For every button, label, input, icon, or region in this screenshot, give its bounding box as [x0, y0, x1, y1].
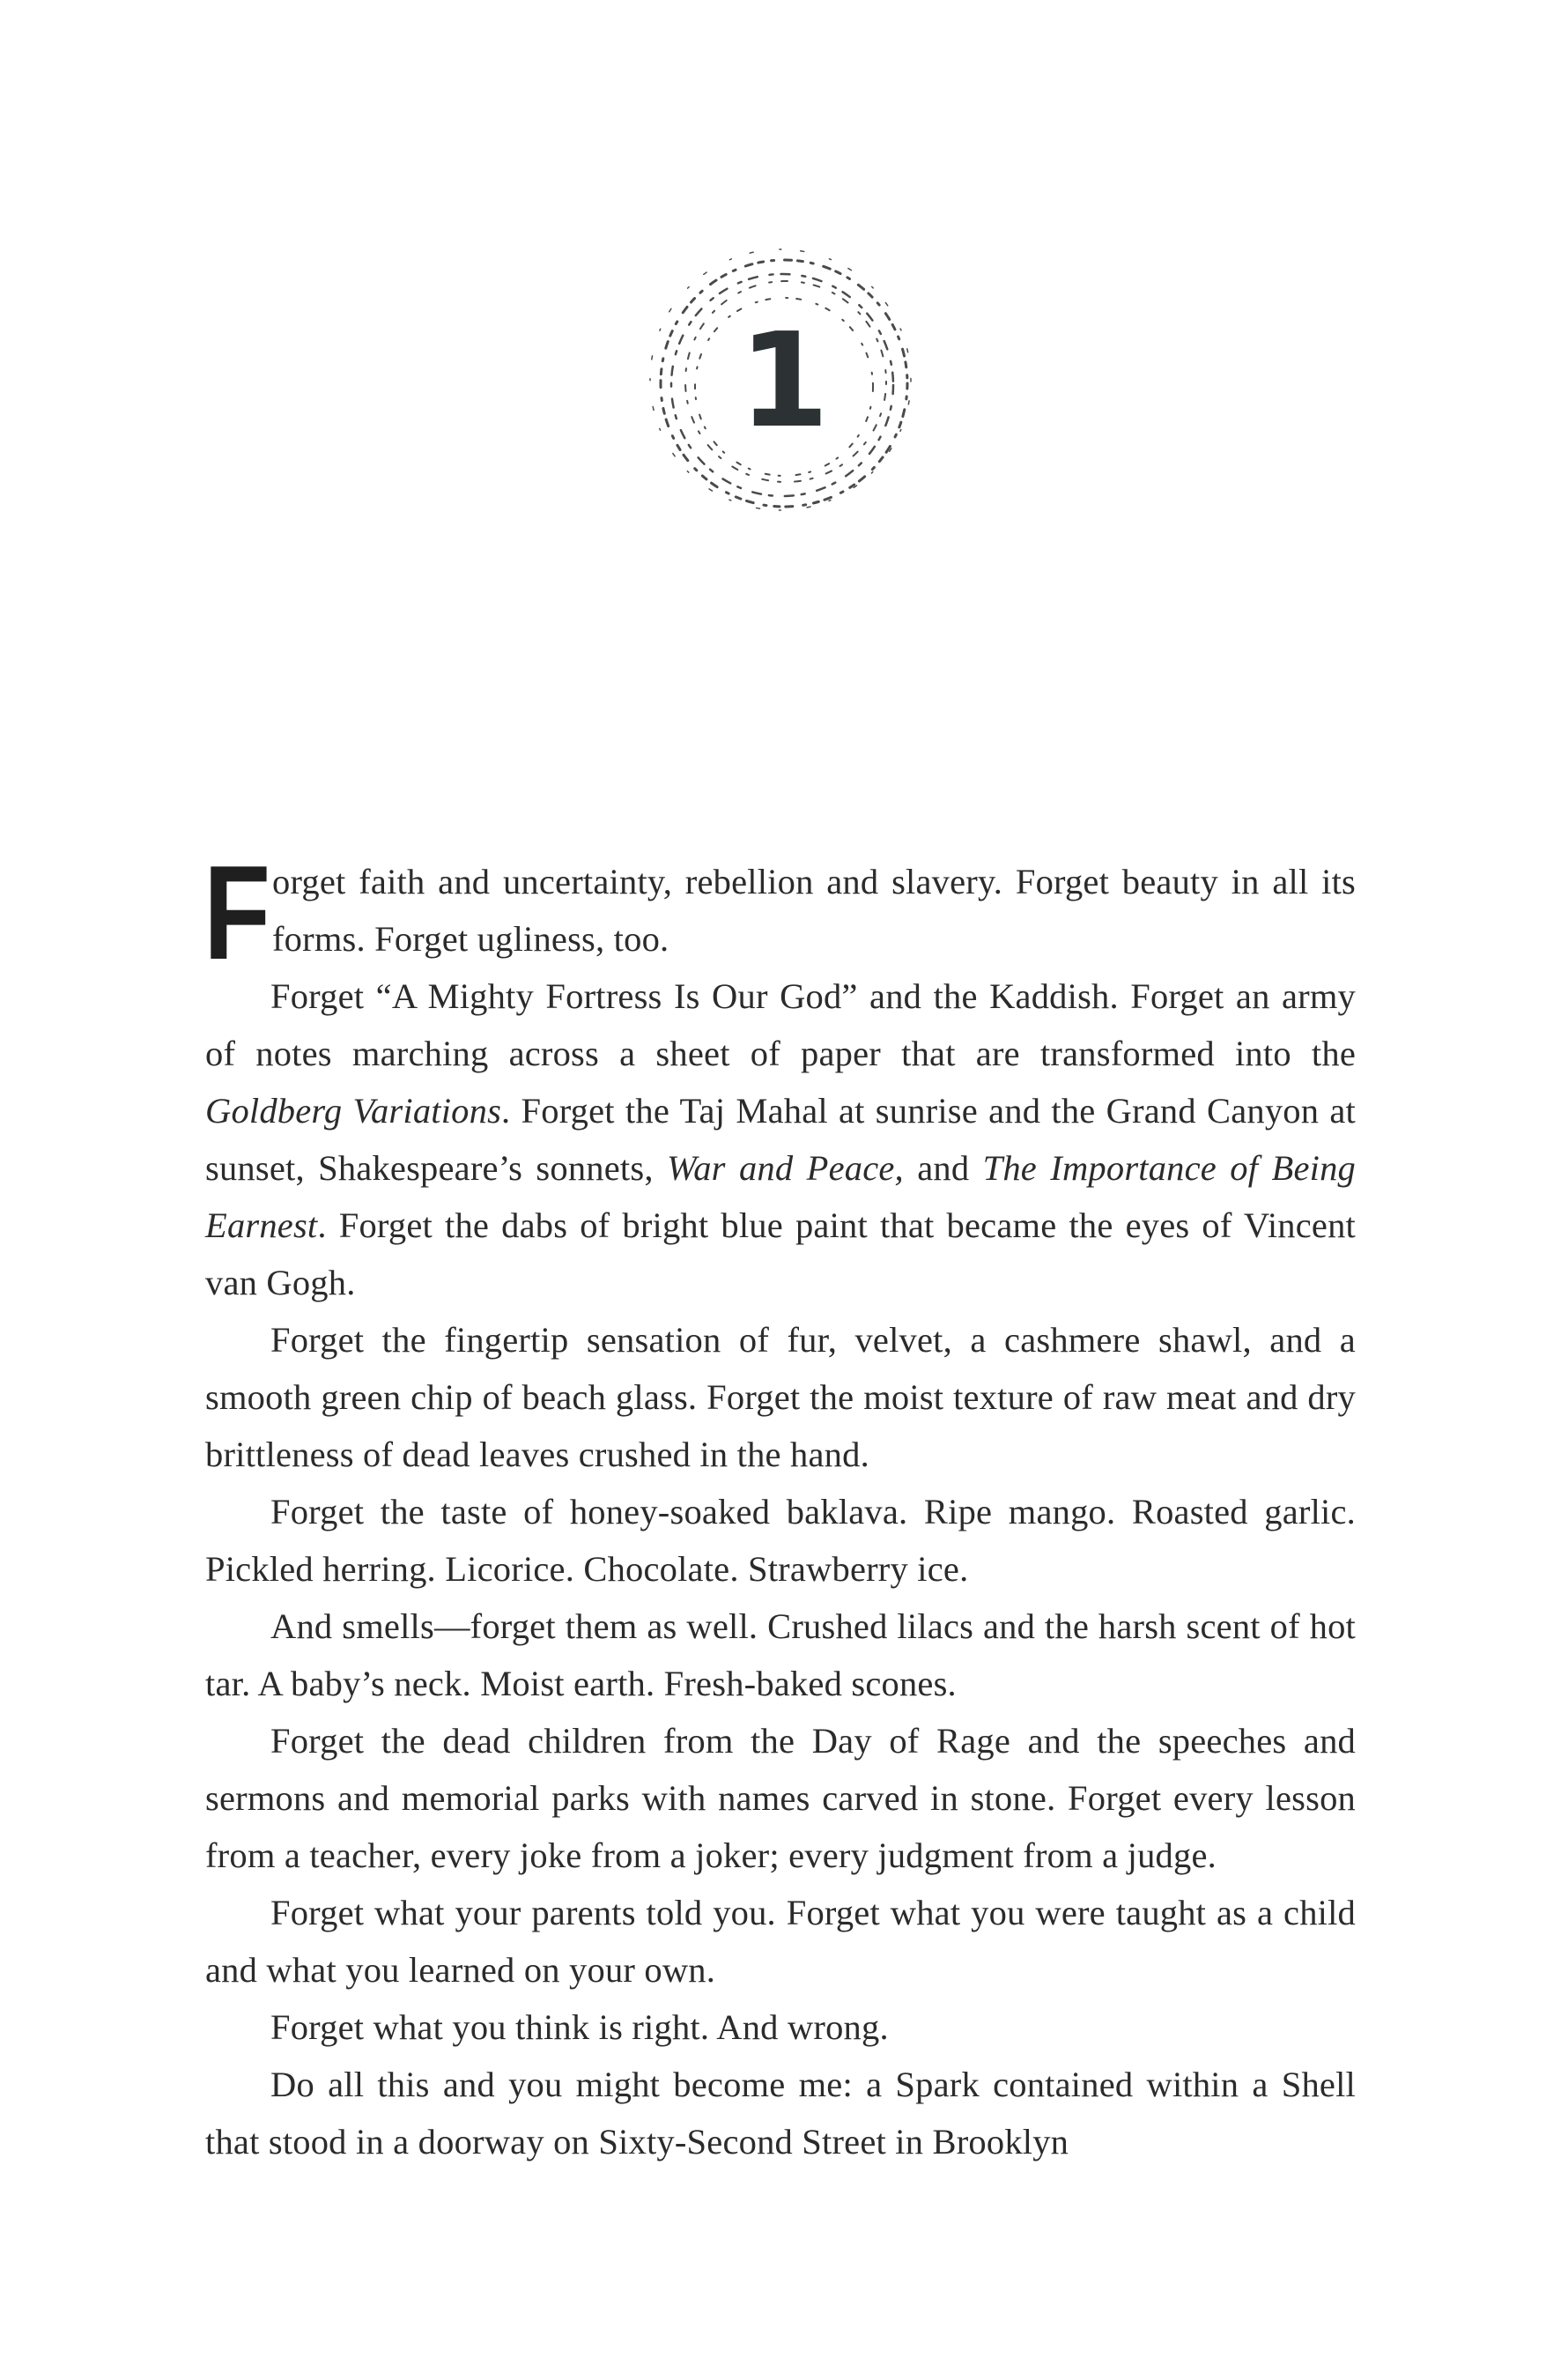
paragraph-text: . Forget the dabs of bright blue paint that became the eyes of Vincent van Gogh.	[205, 1205, 1356, 1302]
paragraph: Forget the taste of honey-soaked baklava. Ripe mango. Roasted garlic. Pickled herring. Licorice. Chocolate. Strawberry ice.	[205, 1492, 1356, 1589]
chapter-number-ornament	[634, 216, 934, 560]
paragraph: Do all this and you might become me: a Spark contained within a Shell that stood in a doorway on Sixty-Second Street in Brooklyn	[205, 2065, 1356, 2162]
paragraph: Forget the fingertip sensation of fur, velvet, a cashmere shawl, and a smooth green chip of beach glass. Forget the moist texture of raw meat and dry brittleness of dead leaves crushed in the hand.	[205, 1320, 1356, 1474]
paragraph: And smells—forget them as well. Crushed lilacs and the harsh scent of hot tar. A baby’s neck. Moist earth. Fresh-baked scones.	[205, 1606, 1356, 1703]
paragraph: Forget what your parents told you. Forget what you were taught as a child and what you learned on your own.	[205, 1893, 1356, 1990]
chapter-text	[203, 838, 1357, 2170]
title-war-and-peace: War and Peace,	[667, 1148, 904, 1188]
paragraph	[203, 838, 1356, 988]
chapter-number: 1	[738, 305, 830, 456]
paragraph	[205, 968, 1356, 1311]
paragraph-text: . Forget the Taj Mahal at sunrise and the Grand Canyon at sunset, Shakespeare’s sonnets,	[205, 1091, 1357, 1188]
title-goldberg-variations: Goldberg Variations	[205, 1091, 502, 1131]
paragraph-text: and	[903, 1148, 983, 1188]
paragraph: Forget what you think is right. And wrong.	[270, 2007, 889, 2047]
dashed-circle-ornament	[634, 216, 934, 560]
paragraph: Forget the dead children from the Day of Rage and the speeches and sermons and memorial parks with names carved in stone. Forget every lesson from a teacher, every joke from a joker; every judgment from a judge.	[205, 1721, 1356, 1875]
paragraph-text: Forget “A Mighty Fortress Is Our God” and the Kaddish. Forget an army of notes marching across a sheet of paper that are transformed into the	[205, 976, 1356, 1073]
drop-cap: F	[203, 838, 271, 988]
title-importance-of-being-earnest: The Importance of Being Earnest	[205, 1148, 1356, 1245]
paragraph-text: orget faith and uncertainty, rebellion and slavery. Forget beauty in all its forms. Forget ugliness, too.	[272, 862, 1356, 959]
